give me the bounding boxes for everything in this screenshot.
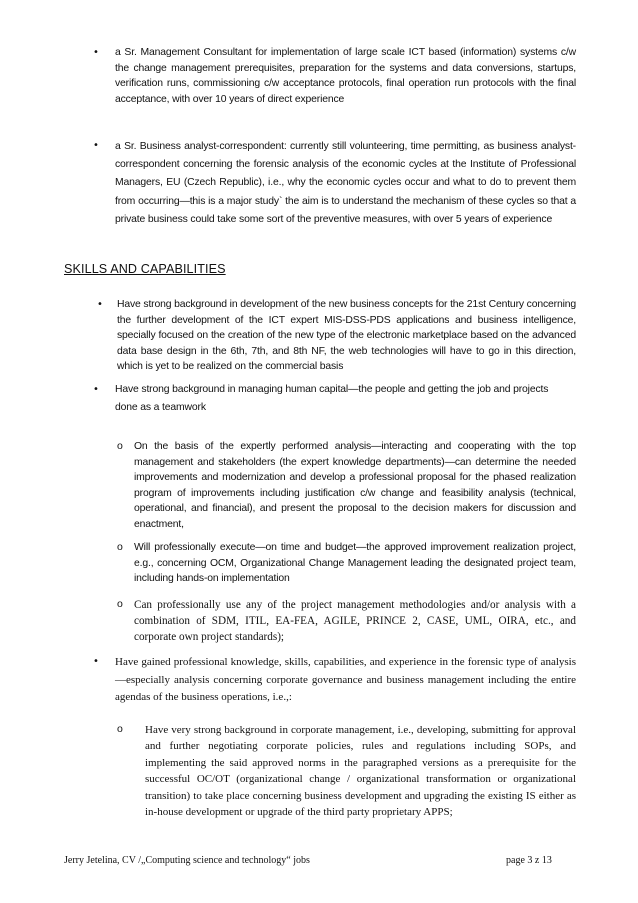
subitem-text: Will professionally execute—on time and budget—the approved improvement realization project, e.g., concerning OCM, Organizational Change Management leading the designated project team, including hands-on implementation [134, 542, 576, 585]
skill-item-text: Have strong background in managing human capital—the people and getting the job and projects done as a teamwork [115, 384, 549, 413]
skill-item-forensic-analysis [115, 654, 576, 707]
subitem-corporate-management [145, 722, 576, 820]
experience-item-business-analyst [115, 138, 576, 229]
bullet-marker: • [93, 656, 99, 667]
bullet-marker: • [93, 47, 99, 58]
experience-item-text: a Sr. Business analyst-correspondent: currently still volunteering, time permitting, as business analyst-correspondent concerning the forensic analysis of the economic cycles at the Institute of Professional Managers, EU (Czech Republic), i.e., why the economic cycles occur and what to do to prevent them from occurring—this is a major study` the aim is to understand the mechanism of these cycles so that a private business could take some sort of the preventive measures, with over 5 years of experience [115, 141, 576, 225]
skill-item-text: Have strong background in development of the new business concepts for the 21st Century concerning the further development of the ICT expert MIS-DSS-PDS applications and business intelligence, specially focused on the creation of the new type of the electronic marketplace based on the advanced data base design in the 6th, 7th, and 8th NF, the web technologies will have to go in this direction, which is yet to be realized on the commercial basis [117, 299, 576, 373]
footer-page-number: page 3 z 13 [506, 855, 552, 866]
subitem-analysis-proposal [134, 439, 576, 533]
section-heading-skills: SKILLS AND CAPABILITIES [64, 262, 226, 276]
subitem-text: On the basis of the expertly performed analysis—interacting and cooperating with the top management and stakeholders (the expert knowledge departments)—can determine the needed improvements and modernization and develop a professional proposal for the phased realization program of improvements including justification c/w change and feasibility analysis (technical, operational, and financial), and present the proposal to the decision makers for discussion and enactment, [134, 441, 576, 530]
subitem-text: Have very strong background in corporate management, i.e., developing, submitting for approval and further negotiating corporate policies, rules and regulations including SOPs, and implementing the said approved norms in the paragraphed versions as a prerequisite for the successful OC/OT (organizational change / organizational transformation or organizational transition) to take place concerning business development and upgrading the existing IS either as in-house development or upgrade of the third party proprietary APPS; [145, 724, 576, 819]
skill-item-text: Have gained professional knowledge, skills, capabilities, and experience in the forensic type of analysis—especially analysis concerning corporate governance and business management including the entire agendas of the business operations, i.e.,: [115, 656, 576, 704]
bullet-marker: • [97, 299, 103, 310]
sub-bullet-marker: o [117, 598, 123, 610]
sub-bullet-marker: o [117, 440, 123, 452]
bullet-marker: • [93, 384, 99, 395]
footer-document-title: Jerry Jetelina, CV /„Computing science and technology“ jobs [64, 855, 310, 866]
sub-bullet-marker: o [117, 541, 123, 553]
skill-item-business-concepts [117, 297, 576, 375]
bullet-marker: • [93, 140, 99, 151]
skill-item-human-capital [115, 381, 555, 417]
subitem-pm-methodologies [134, 597, 576, 646]
experience-item-text: a Sr. Management Consultant for implementation of large scale ICT based (information) systems c/w the change management prerequisites, preparation for the systems and data conversions, startups, verification runs, commissioning c/w acceptance protocols, final operation run protocols with the final acceptance, with over 10 years of direct experience [115, 47, 576, 105]
sub-bullet-marker: o [117, 723, 123, 735]
subitem-text: Can professionally use any of the project management methodologies and/or analysis with a combination of SDM, ITIL, EA-FEA, AGILE, PRINCE 2, CASE, UML, OIRA, etc., and corporate own project standards); [134, 599, 576, 644]
subitem-project-execution [134, 540, 576, 587]
experience-item-management-consultant [115, 45, 576, 107]
